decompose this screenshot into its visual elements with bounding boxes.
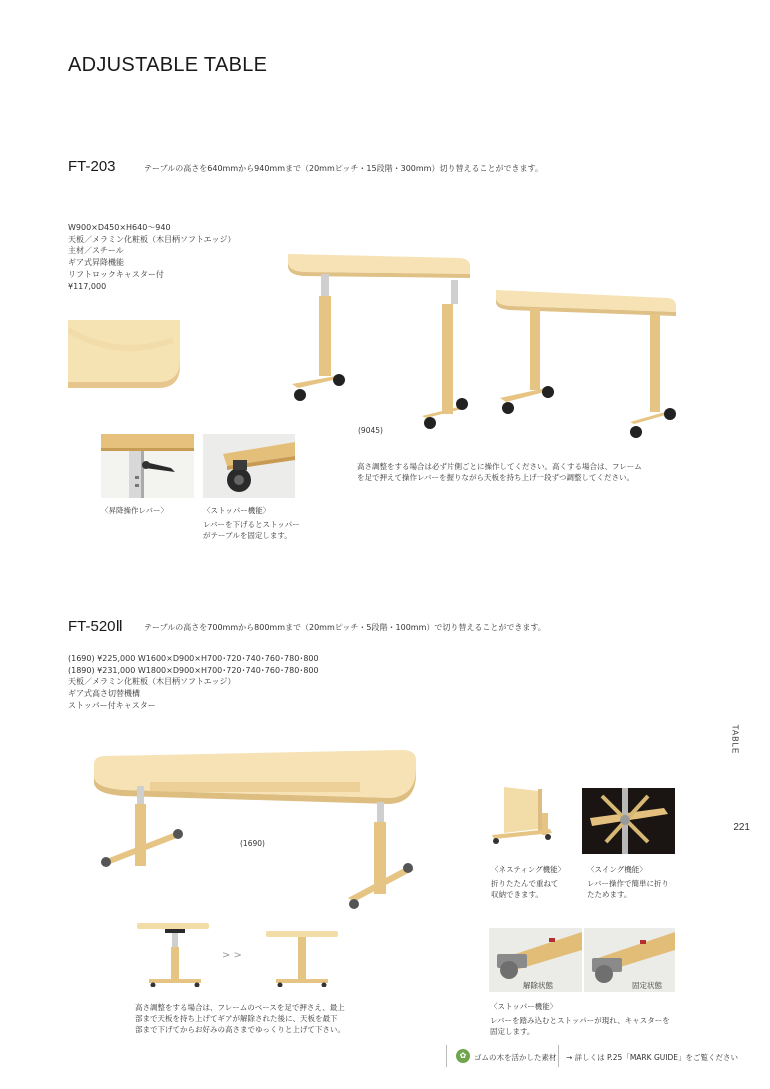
ft203-tables-photo [284, 244, 684, 444]
spec-line: リフトロックキャスター付 [68, 269, 164, 279]
stopper-desc-line: レバーを踏み込むとストッパーが現れ、キャスターを [490, 1016, 670, 1025]
leaf-icon: ✿ [456, 1049, 470, 1063]
nesting-desc [491, 878, 558, 900]
nesting-desc-line: 収納できます。 [491, 890, 543, 899]
ft520-table-photo [90, 748, 420, 910]
fixed-label: 固定状態 [632, 981, 662, 990]
page-title: ADJUSTABLE TABLE [68, 54, 268, 76]
ft203-photo-code: (9045) [358, 426, 383, 435]
ft520-specs [68, 653, 319, 712]
stopper-desc-line: レバーを下げるとストッパー [203, 520, 300, 529]
sequence-arrows: > > [222, 950, 242, 961]
swing-caption: 〈スイング機能〉 [587, 865, 647, 874]
spec-line: 主材／スチール [68, 246, 124, 256]
spec-price: ¥117,000 [68, 281, 107, 291]
note-line: を足で押えて操作レバーを握りながら天板を持ち上げ一段ずつ調整してください。 [357, 473, 634, 482]
release-label: 解除状態 [523, 981, 553, 990]
note-line: 高さ調整をする場合は必ず片側ごとに操作してください。高くする場合は、フレーム [357, 462, 642, 471]
edge-closeup-photo [68, 320, 180, 390]
stopper-desc [203, 519, 300, 541]
footer-eco-label: ゴムの木を活かした素材 [474, 1053, 557, 1062]
ft203-note [357, 461, 642, 483]
ft520-lead: テーブルの高さを700mmから800mmまで（20mmピッチ・5段階・100mm）で切り替えることができます。 [144, 623, 546, 632]
height-step-2-figure [262, 929, 342, 987]
height-note-line: 高さ調整をする場合は、フレームのベースを足で押さえ、最上 [135, 1003, 345, 1012]
swing-photo [582, 788, 675, 854]
ft520-stopper-desc [490, 1015, 670, 1037]
spec-line: 天板／メラミン化粧板（木目柄ソフトエッジ） [68, 677, 236, 687]
ft520-height-note [135, 1002, 345, 1035]
stopper-fixed-photo [584, 928, 675, 992]
ft520-model: FT-520Ⅱ [68, 618, 123, 635]
page-number: 221 [733, 822, 750, 833]
spec-line: (1690) ¥225,000 W1600×D900×H700･720･740･760･780･800 [68, 654, 319, 663]
spec-line: W900×D450×H640〜940 [68, 223, 171, 232]
spec-line: ギア式昇降機能 [68, 258, 124, 268]
swing-desc-line: たためます。 [587, 890, 632, 899]
swing-desc-line: レバー操作で簡単に折り [587, 879, 669, 888]
stopper-desc-line: 固定します。 [490, 1027, 535, 1036]
nesting-desc-line: 折りたたんで重ねて [491, 879, 559, 888]
stopper-photo [203, 434, 295, 498]
ft520-photo-code: (1690) [240, 839, 265, 848]
spec-line: ストッパー付キャスター [68, 700, 156, 710]
spec-line: ギア式高さ切替機構 [68, 689, 140, 699]
stopper-desc-line: がテーブルを固定します。 [203, 531, 292, 540]
footer-guide-link[interactable]: → 詳しくは P.25「MARK GUIDE」をご覧ください [566, 1053, 738, 1062]
stopper-release-photo [489, 928, 582, 992]
ft203-specs [68, 222, 236, 292]
section-side-label: TABLE [730, 724, 740, 755]
ft203-lead: テーブルの高さを640mmから940mmまで（20mmピッチ・15段階・300mm）切り替えることができます。 [144, 164, 543, 173]
ft203-model: FT-203 [68, 158, 116, 175]
lever-photo [101, 434, 194, 498]
footer-divider-2 [558, 1045, 559, 1067]
nesting-caption: 〈ネスティング機能〉 [491, 865, 566, 874]
stopper-caption: 〈ストッパー機能〉 [203, 506, 271, 515]
lever-caption: 〈昇降操作レバー〉 [101, 506, 168, 515]
spec-line: (1890) ¥231,000 W1800×D900×H700･720･740･760･780･800 [68, 665, 319, 675]
height-step-1-figure [135, 921, 215, 987]
height-note-line: 部まで天板を持ち上げてギアが解除された後に、天板を最下 [135, 1014, 338, 1023]
height-note-line: 部まで下げてからお好みの高さまでゆっくりと上げて下さい。 [135, 1025, 345, 1034]
spec-line: 天板／メラミン化粧板（木目柄ソフトエッジ） [68, 234, 236, 244]
ft520-stopper-caption: 〈ストッパー機能〉 [490, 1002, 558, 1011]
footer-divider [446, 1045, 447, 1067]
swing-desc [587, 878, 669, 900]
nesting-photo [490, 783, 564, 855]
